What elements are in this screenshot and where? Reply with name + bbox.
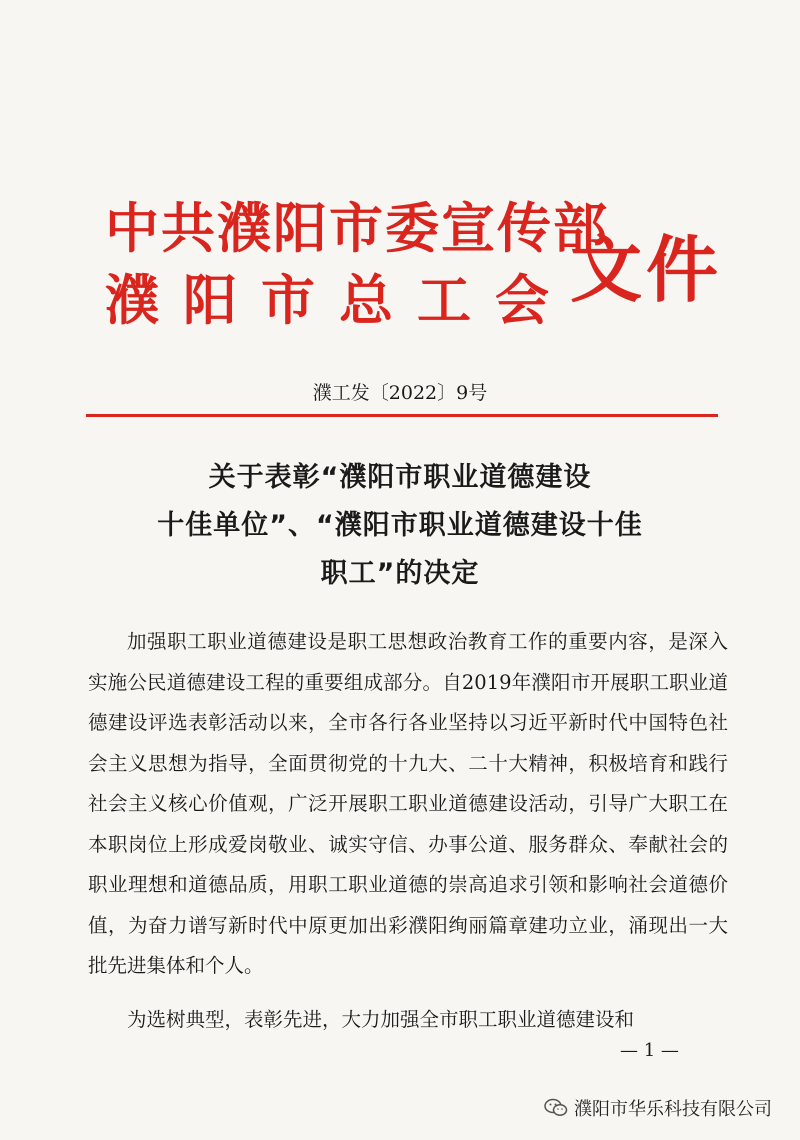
wechat-icon: [544, 1098, 568, 1118]
document-title-line2: 十佳单位”、“濮阳市职业道德建设十佳: [157, 510, 643, 541]
source-watermark: [544, 1095, 772, 1121]
red-divider-line: [86, 414, 718, 417]
document-type-label: 文件: [570, 227, 723, 312]
issuing-org-line1: 中共濮阳市委宣传部: [105, 196, 609, 260]
document-title-line3: 职工”的决定: [320, 558, 480, 589]
issuing-org-line2: 濮阳市总工会: [105, 268, 573, 332]
document-number: 濮工发〔2022〕9号: [312, 382, 488, 404]
body-paragraph-2: 为选树典型，表彰先进，大力加强全市职工职业道德建设和: [127, 1008, 635, 1031]
body-paragraph-1: 加强职工职业道德建设是职工思想政治教育工作的重要内容，是深入实施公民道德建设工程的重要组成部分。自2019年濮阳市开展职工职业道德建设评选表彰活动以来，全市各行各业坚持以习近平新时代中国特色社会主义思想为指导，全面贯彻党的十九大、二十大精神，积极培育和践行社会主义核心价值观，广泛开展职工职业道德建设活动，引导广大职工在本职岗位上形成爱岗敬业、诚实守信、办事公道、服务群众、奉献社会的职业理想和道德品质，用职工职业道德的崇高追求引领和影响社会道德价值，为奋力谱写新时代中原更加出彩濮阳绚丽篇章建功立业，涌现出一大批先进集体和个人。: [88, 630, 728, 977]
page-number: — 1 —: [620, 1040, 679, 1061]
document-title-line1: 关于表彰“濮阳市职业道德建设: [208, 462, 592, 493]
watermark-text: 濮阳市华乐科技有限公司: [574, 1099, 772, 1120]
